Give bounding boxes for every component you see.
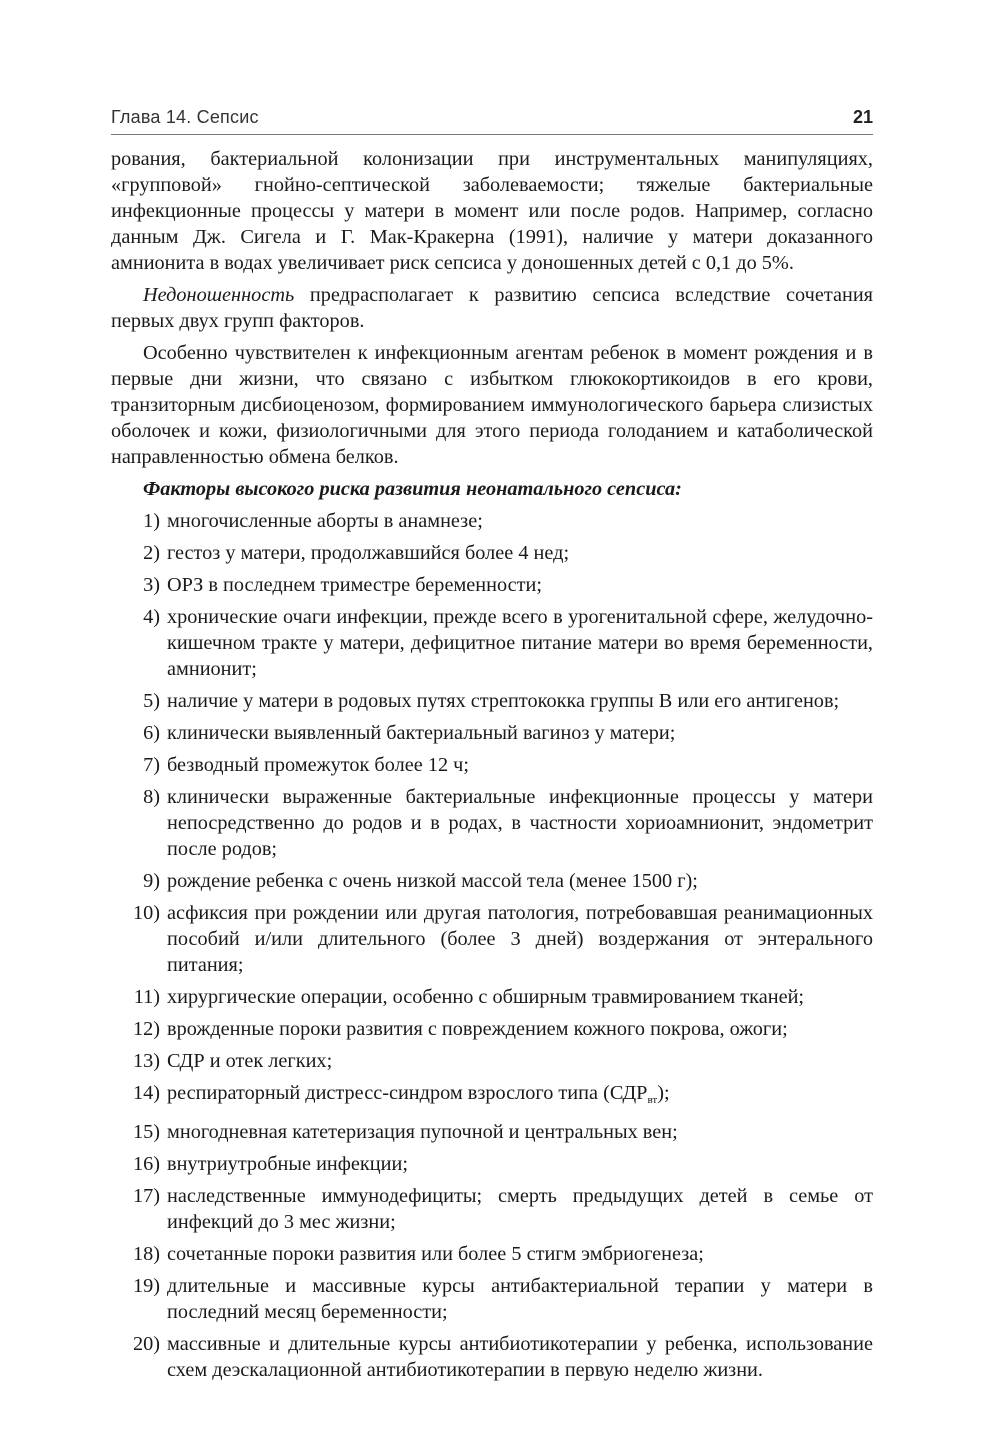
list-item-text: длительные и массивные курсы антибактериальной терапии у матери в последний месяц беременности;	[167, 1275, 873, 1323]
list-item	[111, 868, 873, 894]
list-item-text: асфиксия при рождении или другая патология, потребовавшая реанимационных пособий и/или длительного (более 3 дней) воздержания от энтерального питания;	[167, 902, 873, 976]
list-item-number: 14)	[132, 1082, 160, 1104]
factors-list	[111, 508, 873, 1383]
list-item	[111, 900, 873, 978]
list-item-text: врожденные пороки развития с повреждением кожного покрова, ожоги;	[167, 1018, 788, 1040]
list-item-text: сочетанные пороки развития или более 5 стигм эмбриогенеза;	[167, 1243, 704, 1265]
list-item-text: хронические очаги инфекции, прежде всего в урогенитальной сфере, желудочно-кишечном тракте у матери, дефицитное питание матери во время беременности, амнионит;	[167, 606, 873, 680]
list-item	[111, 572, 873, 598]
list-item-number: 20)	[132, 1333, 160, 1355]
list-item	[111, 1183, 873, 1235]
list-item-number: 17)	[132, 1185, 160, 1207]
running-header	[111, 104, 873, 135]
list-item	[111, 1151, 873, 1177]
paragraph-prematurity	[111, 282, 873, 334]
paragraph-sensitivity: Особенно чувствителен к инфекционным агентам ребенок в момент рождения и в первые дни жизни, что связано с избытком глюкокортикоидов в его крови, транзиторным дисбиоценозом, формированием иммунологического барьера слизистых оболочек и кожи, физиологичными для этого периода голоданием и катаболической направленностью обмена белков.	[111, 342, 873, 468]
list-item	[111, 1331, 873, 1383]
list-item	[111, 604, 873, 682]
list-item	[111, 1119, 873, 1145]
list-item-number: 18)	[132, 1243, 160, 1265]
page-number: 21	[852, 107, 873, 127]
list-item-number: 12)	[132, 1018, 160, 1040]
list-item	[111, 1241, 873, 1267]
list-item-text: гестоз у матери, продолжавшийся более 4 нед;	[167, 542, 570, 564]
list-item-text: многодневная катетеризация пупочной и центральных вен;	[167, 1121, 678, 1143]
list-item	[111, 540, 873, 566]
list-item	[111, 752, 873, 778]
list-item-number: 2)	[143, 542, 160, 564]
list-item-number: 13)	[132, 1050, 160, 1072]
list-item-text: многочисленные аборты в анамнезе;	[167, 510, 483, 532]
list-item	[111, 784, 873, 862]
list-item-text: СДР и отек легких;	[167, 1050, 333, 1072]
list-item-text: клинически выраженные бактериальные инфекционные процессы у матери непосредственно до родов и в родах, в частности хориоамнионит, эндометрит после родов;	[167, 786, 873, 860]
list-item-number: 1)	[143, 510, 160, 532]
list-item-number: 9)	[143, 870, 160, 892]
list-item-number: 4)	[143, 606, 160, 628]
list-item-text: клинически выявленный бактериальный вагиноз у матери;	[167, 722, 676, 744]
list-item-number: 19)	[132, 1275, 160, 1297]
list-item	[111, 1080, 873, 1113]
list-item-text: рождение ребенка с очень низкой массой тела (менее 1500 г);	[167, 870, 698, 892]
list-item-number: 11)	[133, 986, 160, 1008]
page-body	[111, 146, 873, 1389]
paragraph-continuation: рования, бактериальной колонизации при инструментальных манипуляциях, «групповой» гнойно-септической заболеваемости; тяжелые бактериальные инфекционные процессы у матери в момент или после родов. Например, согласно данным Дж. Сигела и Г. Мак-Кракерна (1991), наличие у матери доказанного амнионита в водах увеличивает риск сепсиса у доношенных детей с 0,1 до 5%.	[111, 148, 873, 274]
list-item-number: 6)	[143, 722, 160, 744]
list-item	[111, 1273, 873, 1325]
factors-heading: Факторы высокого риска развития неонатального сепсиса:	[143, 478, 682, 500]
list-item-number: 5)	[143, 690, 160, 712]
list-item	[111, 720, 873, 746]
list-item-number: 3)	[143, 574, 160, 596]
list-item-text: массивные и длительные курсы антибиотикотерапии у ребенка, использование схем деэскалационной антибиотикотерапии в первую неделю жизни.	[167, 1333, 873, 1381]
subscript: вт	[647, 1094, 658, 1106]
list-item-text: наличие у матери в родовых путях стрептококка группы В или его антигенов;	[167, 690, 840, 712]
list-item-text: наследственные иммунодефициты; смерть предыдущих детей в семье от инфекций до 3 мес жизни;	[167, 1185, 873, 1233]
list-item-text: безводный промежуток более 12 ч;	[167, 754, 469, 776]
list-item	[111, 508, 873, 534]
paragraph-text: предрасполагает к развитию сепсиса вследствие сочетания первых двух групп факторов.	[111, 284, 873, 332]
list-item	[111, 688, 873, 714]
list-item-text: ОРЗ в последнем триместре беременности;	[167, 574, 542, 596]
list-item-number: 16)	[132, 1153, 160, 1175]
list-item-number: 10)	[132, 902, 160, 924]
list-item-text: респираторный дистресс-синдром взрослого типа (СДР	[167, 1082, 648, 1104]
list-item-number: 15)	[132, 1121, 160, 1143]
list-item	[111, 984, 873, 1010]
list-item-number: 7)	[143, 754, 160, 776]
chapter-title: Глава 14. Сепсис	[111, 107, 259, 127]
italic-term: Недоношенность	[143, 284, 295, 306]
list-item-text-end: );	[657, 1082, 670, 1104]
list-item-number: 8)	[143, 786, 160, 808]
list-item-text: внутриутробные инфекции;	[167, 1153, 408, 1175]
list-item-text: хирургические операции, особенно с обширным травмированием тканей;	[167, 986, 805, 1008]
list-item	[111, 1048, 873, 1074]
list-item	[111, 1016, 873, 1042]
